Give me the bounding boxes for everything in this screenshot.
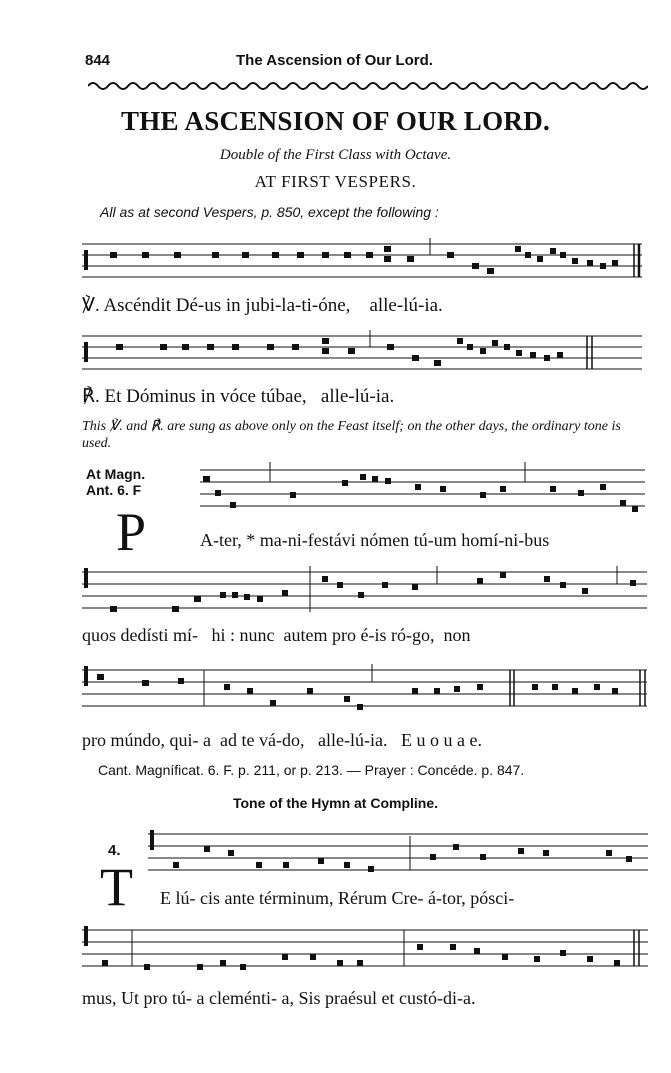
syllable: ma- [259,530,288,550]
syllable: alle- [369,295,404,316]
section-heading: AT FIRST VESPERS. [254,172,417,191]
versicle-text [82,294,443,317]
syllable: pro [332,625,357,645]
canticle-line: Cant. Magníficat. 6. F. p. 211, or p. 213. — Prayer : Concéde. p. 847. [98,762,525,778]
syllable: tú- [413,530,434,550]
syllable: Dóminus [126,386,196,407]
response-symbol: ℟. [82,386,100,407]
syllable: u [416,730,426,750]
syllable: múndo, [110,730,166,750]
syllable: vá- [259,730,282,750]
running-title: The Ascension of Our Lord. [236,52,433,69]
syllable: tor, [441,888,466,908]
staff-hymn-1 [148,826,648,882]
syllable: in [200,386,216,407]
syllable: o [429,730,439,750]
syllable: a, [281,988,294,1008]
syllable: ter, [219,530,242,550]
syllable: in [225,295,241,316]
syllable: homí- [461,530,505,550]
syllable: lú- [349,730,370,750]
syllable: Dé- [175,295,205,316]
syllable: custó- [399,988,443,1008]
syllable: pro [143,988,168,1008]
antiphon-label [86,466,145,498]
hymn-drop-cap: T [100,857,133,917]
syllable: bus [524,530,550,550]
antiphon-label-line1: At Magn. [86,466,146,482]
syllable: pósci- [470,888,515,908]
syllable: ad [220,730,238,750]
syllable: : [230,625,236,645]
syllable: te [241,730,255,750]
syllable: nunc [239,625,275,645]
syllable: á- [427,888,442,908]
syllable: u [443,730,453,750]
syllable: a [196,988,205,1008]
syllable: autem [283,625,328,645]
syllable: a [203,730,212,750]
hymn-heading: Tone of the Hymn at Compline. [232,795,439,811]
syllable: et [381,988,395,1008]
syllable: ia. [369,730,388,750]
syllable: di- [443,988,463,1008]
syllable: mus, [82,988,117,1008]
syllable: Rérum [337,888,387,908]
syllable: cleménti- [209,988,277,1008]
staff-antiphon-3 [82,660,647,722]
syllable: pro [82,730,106,750]
syllable: ti- [301,295,319,316]
syllable: óne, [318,295,351,316]
syllable: é- [360,625,375,645]
syllable: ia. [375,386,395,407]
syllable: go, [412,625,435,645]
syllable: Sis [298,988,321,1008]
rubric-note: This ℣. and ℟. are sung as above only on the Feast itself; on the other days, the ordinary tone is used. [82,419,621,451]
antiphon-label-line2: Ant. 6. F [86,482,142,498]
syllable: alle- [320,386,355,407]
syllable: lú- [354,386,376,407]
page-number: 844 [85,52,111,69]
syllable: lú- [403,295,425,316]
syllable: Et [104,386,122,407]
syllable: praésul [325,988,377,1008]
syllable: mí- [173,625,199,645]
syllable: dedísti [120,625,169,645]
response-text [82,385,394,408]
hymn-line-2 [82,988,476,1009]
feast-rank: Double of the First Class with Octave. [219,147,452,163]
syllable: non [443,625,471,645]
page-title: THE ASCENSION OF OUR LORD. [120,106,551,136]
syllable: tú- [172,988,193,1008]
syllable: vóce [220,386,256,407]
syllable: * [246,530,256,550]
syllable: Ascéndit [103,295,171,316]
syllable: us [204,295,222,316]
syllable: um [433,530,457,550]
hymn-line-1 [160,888,514,909]
ornamental-border [88,80,648,92]
staff-antiphon-1 [200,462,645,518]
syllable: términum, [258,888,334,908]
staff-antiphon-2 [82,562,647,624]
syllable: qui- [169,730,199,750]
antiphon-line-3 [82,730,482,751]
syllable: is [374,625,387,645]
syllable: túbae, [260,386,307,407]
syllable: festávi [307,530,356,550]
antiphon-drop-cap: P [116,502,147,562]
syllable: ró- [391,625,413,645]
antiphon-line-1 [200,530,549,551]
syllable: lú- [175,888,196,908]
syllable: hi [211,625,226,645]
syllable: cis [200,888,220,908]
syllable: do, [282,730,305,750]
syllable: E [160,888,171,908]
syllable: ante [224,888,255,908]
antiphon-line-2 [82,625,471,646]
syllable: E [400,730,412,750]
syllable: a. [463,988,476,1008]
syllable: nómen [360,530,410,550]
versicle-symbol: ℣. [82,295,100,316]
syllable: quos [82,625,117,645]
syllable: Ut [121,988,140,1008]
syllable: Cre- [391,888,424,908]
syllable: ia. [424,295,443,316]
syllable: ni- [287,530,308,550]
hymn-mode: 4. [108,842,121,859]
intro-note: All as at second Vespers, p. 850, except the following : [100,204,439,220]
staff-response [82,330,642,382]
staff-versicle [82,238,642,290]
syllable: e. [469,730,482,750]
syllable: a [456,730,465,750]
syllable: ni- [504,530,525,550]
syllable: jubi-la- [245,295,302,316]
syllable: A- [200,530,219,550]
syllable: alle- [318,730,350,750]
staff-hymn-2 [82,920,648,982]
